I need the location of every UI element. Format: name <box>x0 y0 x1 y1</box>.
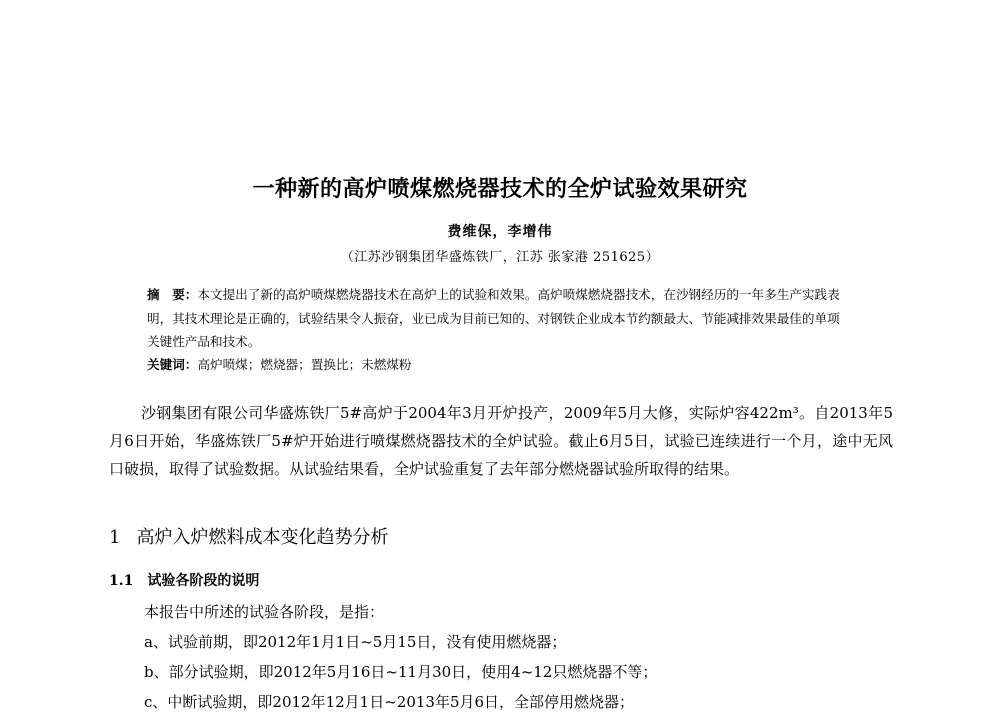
abstract-label: 摘 要： <box>147 287 198 302</box>
keywords-text: 高炉喷煤；燃烧器；置换比；未燃煤粉 <box>197 357 412 372</box>
section-heading <box>109 523 388 549</box>
subsection-number: 1.1 <box>109 573 134 589</box>
stage-item-c: c、中断试验期，即2012年12月1日~2013年5月6日，全部停用燃烧器； <box>144 693 635 711</box>
stages-intro: 本报告中所述的试验各阶段，是指： <box>144 603 385 621</box>
abstract-block <box>147 283 847 354</box>
paper-authors: 费维保，李增伟 <box>447 224 553 240</box>
stages-list <box>144 597 657 717</box>
abstract-text: 本文提出了新的高炉喷煤燃烧器技术在高炉上的试验和效果。高炉喷煤燃烧器技术，在沙钢经历的一年多生产实践表明，其技术理论是正确的，试验结果令人振奋，业已成为目前已知的、对钢铁企业成本节约额最大、节能减排效果最佳的单项关键性产品和技术。 <box>147 287 840 349</box>
stage-item-a: a、试验前期，即2012年1月1日~5月15日，没有使用燃烧器； <box>144 633 567 651</box>
section-title: 高炉入炉燃料成本变化趋势分析 <box>136 527 389 548</box>
stage-item-b: b、部分试验期，即2012年5月16日~11月30日，使用4~12只燃烧器不等； <box>144 663 658 681</box>
keywords-label: 关键词： <box>147 357 198 372</box>
paper-affiliation: （江苏沙钢集团华盛炼铁厂，江苏 张家港 251625） <box>340 250 660 265</box>
subsection-title: 试验各阶段的说明 <box>147 573 260 589</box>
keywords-block <box>147 354 847 373</box>
section-number: 1 <box>109 527 121 548</box>
intro-paragraph: 沙钢集团有限公司华盛炼铁厂5#高炉于2004年3月开炉投产，2009年5月大修，实际炉容422m³。自2013年5月6日开始，华盛炼铁厂5#炉开始进行喷煤燃烧器技术的全炉试验。截止6月5日，试验已连续进行一个月，途中无风口破损，取得了试验数据。从试验结果看，全炉试验重复了去年部分燃烧器试验所取得的结果。 <box>109 404 893 478</box>
subsection-heading <box>109 570 259 590</box>
paper-title: 一种新的高炉喷煤燃烧器技术的全炉试验效果研究 <box>252 177 748 202</box>
